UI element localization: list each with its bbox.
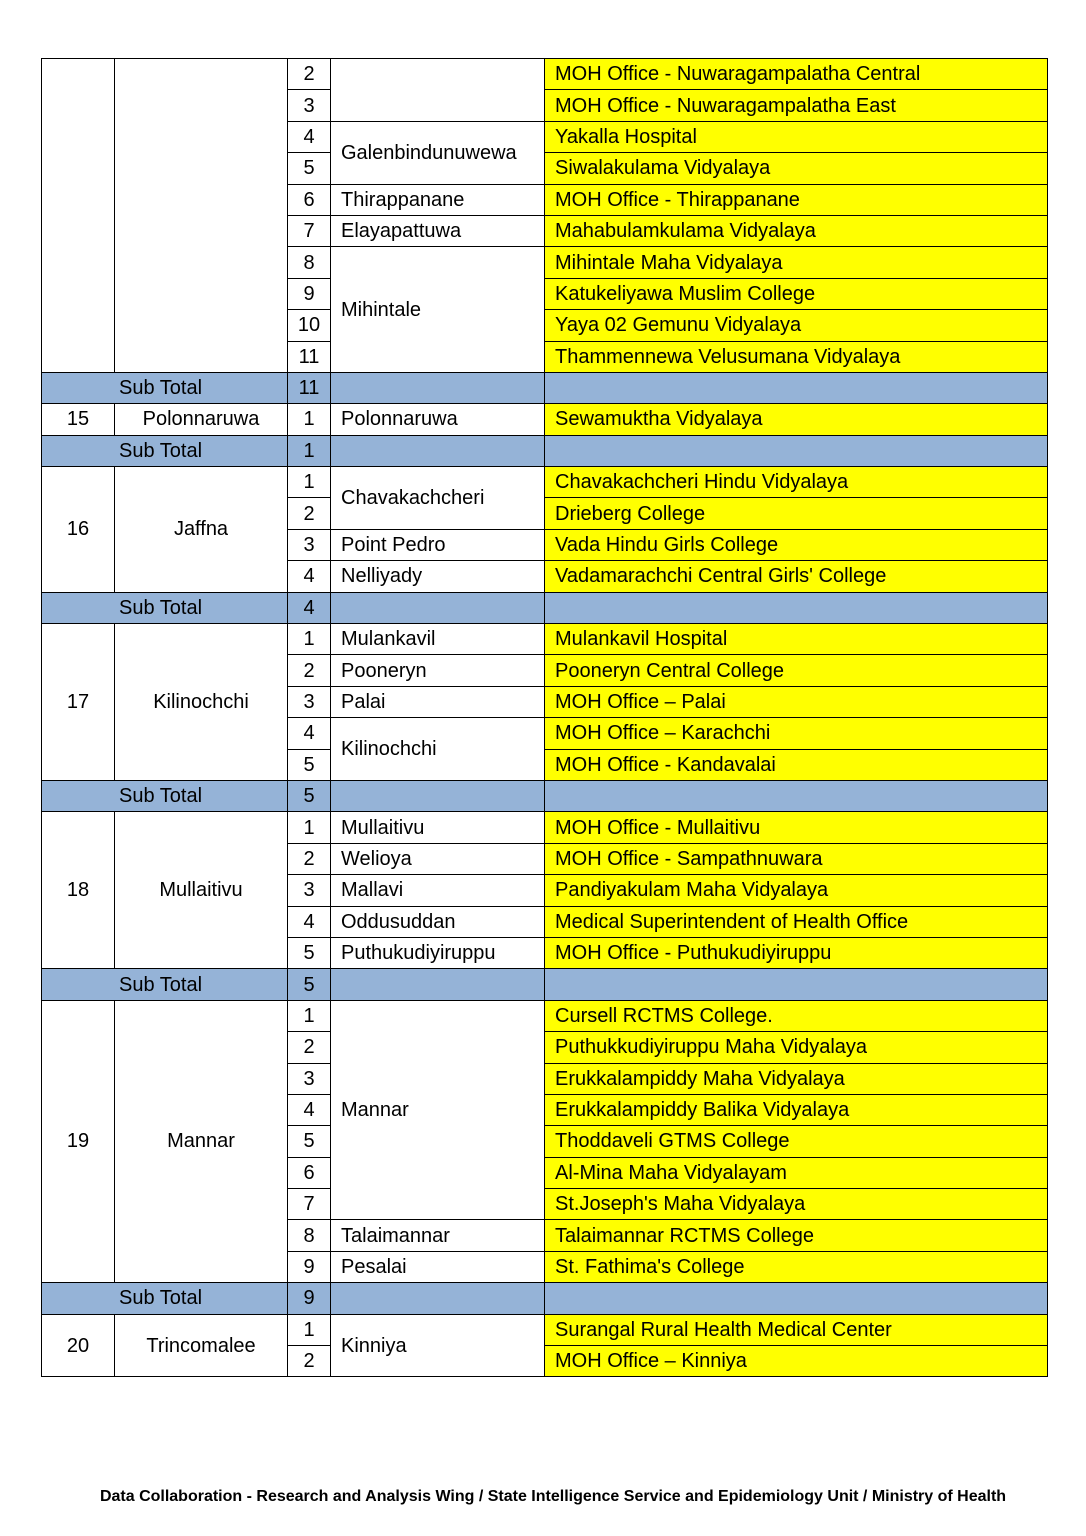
vaccination-center: MOH Office – Palai [545,686,1048,717]
district-number: 15 [42,404,115,435]
subtotal-empty-cell [331,1283,545,1314]
center-number: 1 [288,1314,331,1345]
vaccination-center: Mihintale Maha Vidyalaya [545,247,1048,278]
center-number: 3 [288,529,331,560]
subtotal-label: Sub Total [42,372,288,403]
vaccination-center: Katukeliyawa Muslim College [545,278,1048,309]
center-number: 8 [288,247,331,278]
vaccination-center: MOH Office - Mullaitivu [545,812,1048,843]
district-name [115,59,288,373]
center-number: 4 [288,1094,331,1125]
center-number: 7 [288,1189,331,1220]
subtotal-empty-cell [331,372,545,403]
moh-area: Mullaitivu [331,812,545,843]
vaccination-center: Sewamuktha Vidyalaya [545,404,1048,435]
vaccination-center: Cursell RCTMS College. [545,1000,1048,1031]
table-row [42,812,1048,843]
vaccination-center: Surangal Rural Health Medical Center [545,1314,1048,1345]
subtotal-empty-cell [545,969,1048,1000]
center-number: 3 [288,686,331,717]
center-number: 5 [288,749,331,780]
vaccination-center: Siwalakulama Vidyalaya [545,153,1048,184]
subtotal-value: 4 [288,592,331,623]
vaccination-center: MOH Office - Nuwaragampalatha Central [545,59,1048,90]
subtotal-empty-cell [545,1283,1048,1314]
moh-area: Thirappanane [331,184,545,215]
table-body [42,59,1048,1377]
center-number: 1 [288,812,331,843]
vaccination-center: Yaya 02 Gemunu Vidyalaya [545,310,1048,341]
subtotal-label: Sub Total [42,592,288,623]
district-name: Trincomalee [115,1314,288,1377]
vaccination-center: Drieberg College [545,498,1048,529]
vaccination-center: Chavakachcheri Hindu Vidyalaya [545,467,1048,498]
subtotal-value: 5 [288,780,331,811]
subtotal-empty-cell [331,780,545,811]
center-number: 4 [288,561,331,592]
moh-area: Pesalai [331,1251,545,1282]
table-row [42,59,1048,90]
center-number: 4 [288,121,331,152]
moh-area: Mannar [331,1000,545,1220]
subtotal-value: 1 [288,435,331,466]
vaccination-center: MOH Office - Nuwaragampalatha East [545,90,1048,121]
table-row [42,1000,1048,1031]
moh-area: Mallavi [331,875,545,906]
vaccination-center: Thoddaveli GTMS College [545,1126,1048,1157]
center-number: 5 [288,1126,331,1157]
moh-area: Welioya [331,843,545,874]
subtotal-empty-cell [331,969,545,1000]
center-number: 2 [288,655,331,686]
subtotal-label: Sub Total [42,780,288,811]
center-number: 1 [288,467,331,498]
center-number: 1 [288,624,331,655]
table-row [42,404,1048,435]
moh-area: Oddusuddan [331,906,545,937]
moh-area: Palai [331,686,545,717]
center-number: 4 [288,906,331,937]
vaccination-center: Puthukkudiyiruppu Maha Vidyalaya [545,1032,1048,1063]
subtotal-empty-cell [545,372,1048,403]
moh-area: Galenbindunuwewa [331,121,545,184]
vaccination-center: MOH Office - Kandavalai [545,749,1048,780]
center-number: 5 [288,937,331,968]
district-name: Mullaitivu [115,812,288,969]
center-number: 6 [288,1157,331,1188]
moh-area: Chavakachcheri [331,467,545,530]
center-number: 11 [288,341,331,372]
center-number: 3 [288,875,331,906]
vaccination-center: Medical Superintendent of Health Office [545,906,1048,937]
center-number: 3 [288,1063,331,1094]
vaccination-center: MOH Office - Puthukudiyiruppu [545,937,1048,968]
center-number: 4 [288,718,331,749]
vaccination-center: Vada Hindu Girls College [545,529,1048,560]
center-number: 8 [288,1220,331,1251]
subtotal-empty-cell [331,592,545,623]
vaccination-center: Pooneryn Central College [545,655,1048,686]
district-number: 20 [42,1314,115,1377]
center-number: 2 [288,1032,331,1063]
vaccination-center: Vadamarachchi Central Girls' College [545,561,1048,592]
moh-area: Point Pedro [331,529,545,560]
vaccination-center: Erukkalampiddy Balika Vidyalaya [545,1094,1048,1125]
moh-area: Pooneryn [331,655,545,686]
center-number: 7 [288,215,331,246]
vaccination-center: Talaimannar RCTMS College [545,1220,1048,1251]
center-number: 3 [288,90,331,121]
district-name: Mannar [115,1000,288,1283]
center-number: 1 [288,404,331,435]
page-footer: Data Collaboration - Research and Analysis Wing / State Intelligence Service and Epidemiology Unit / Ministry of Health [99,1488,1007,1505]
district-number: 19 [42,1000,115,1283]
vaccination-center: Mahabulamkulama Vidyalaya [545,215,1048,246]
moh-area: Puthukudiyiruppu [331,937,545,968]
center-number: 2 [288,1346,331,1377]
subtotal-empty-cell [331,435,545,466]
center-number: 9 [288,1251,331,1282]
moh-area: Mihintale [331,247,545,373]
subtotal-row [42,435,1048,466]
center-number: 10 [288,310,331,341]
district-number: 18 [42,812,115,969]
district-number: 16 [42,467,115,593]
table-row [42,467,1048,498]
subtotal-row [42,592,1048,623]
district-name: Jaffna [115,467,288,593]
vaccination-center: Yakalla Hospital [545,121,1048,152]
table-row [42,624,1048,655]
center-number: 2 [288,498,331,529]
district-number [42,59,115,373]
vaccination-center: St. Fathima's College [545,1251,1048,1282]
subtotal-empty-cell [545,435,1048,466]
subtotal-row [42,969,1048,1000]
vaccination-center: MOH Office - Sampathnuwara [545,843,1048,874]
vaccination-center: St.Joseph's Maha Vidyalaya [545,1189,1048,1220]
vaccination-center: Erukkalampiddy Maha Vidyalaya [545,1063,1048,1094]
subtotal-label: Sub Total [42,435,288,466]
moh-area: Mulankavil [331,624,545,655]
vaccination-center: Al-Mina Maha Vidyalayam [545,1157,1048,1188]
subtotal-value: 5 [288,969,331,1000]
subtotal-value: 9 [288,1283,331,1314]
subtotal-label: Sub Total [42,1283,288,1314]
moh-area: Kinniya [331,1314,545,1377]
table-row [42,1314,1048,1345]
vaccination-center: Pandiyakulam Maha Vidyalaya [545,875,1048,906]
moh-area: Talaimannar [331,1220,545,1251]
vaccination-center: MOH Office – Kinniya [545,1346,1048,1377]
moh-area: Kilinochchi [331,718,545,781]
moh-area: Nelliyady [331,561,545,592]
moh-area: Polonnaruwa [331,404,545,435]
subtotal-empty-cell [545,592,1048,623]
center-number: 2 [288,59,331,90]
vaccination-centers-table [41,58,1048,1377]
vaccination-center: Mulankavil Hospital [545,624,1048,655]
vaccination-center: MOH Office – Karachchi [545,718,1048,749]
subtotal-row [42,1283,1048,1314]
subtotal-empty-cell [545,780,1048,811]
subtotal-value: 11 [288,372,331,403]
center-number: 2 [288,843,331,874]
subtotal-row [42,780,1048,811]
district-name: Polonnaruwa [115,404,288,435]
vaccination-center: Thammennewa Velusumana Vidyalaya [545,341,1048,372]
district-number: 17 [42,624,115,781]
center-number: 1 [288,1000,331,1031]
vaccination-center: MOH Office - Thirappanane [545,184,1048,215]
subtotal-row [42,372,1048,403]
subtotal-label: Sub Total [42,969,288,1000]
moh-area: Elayapattuwa [331,215,545,246]
center-number: 9 [288,278,331,309]
center-number: 6 [288,184,331,215]
moh-area [331,59,545,122]
center-number: 5 [288,153,331,184]
district-name: Kilinochchi [115,624,288,781]
